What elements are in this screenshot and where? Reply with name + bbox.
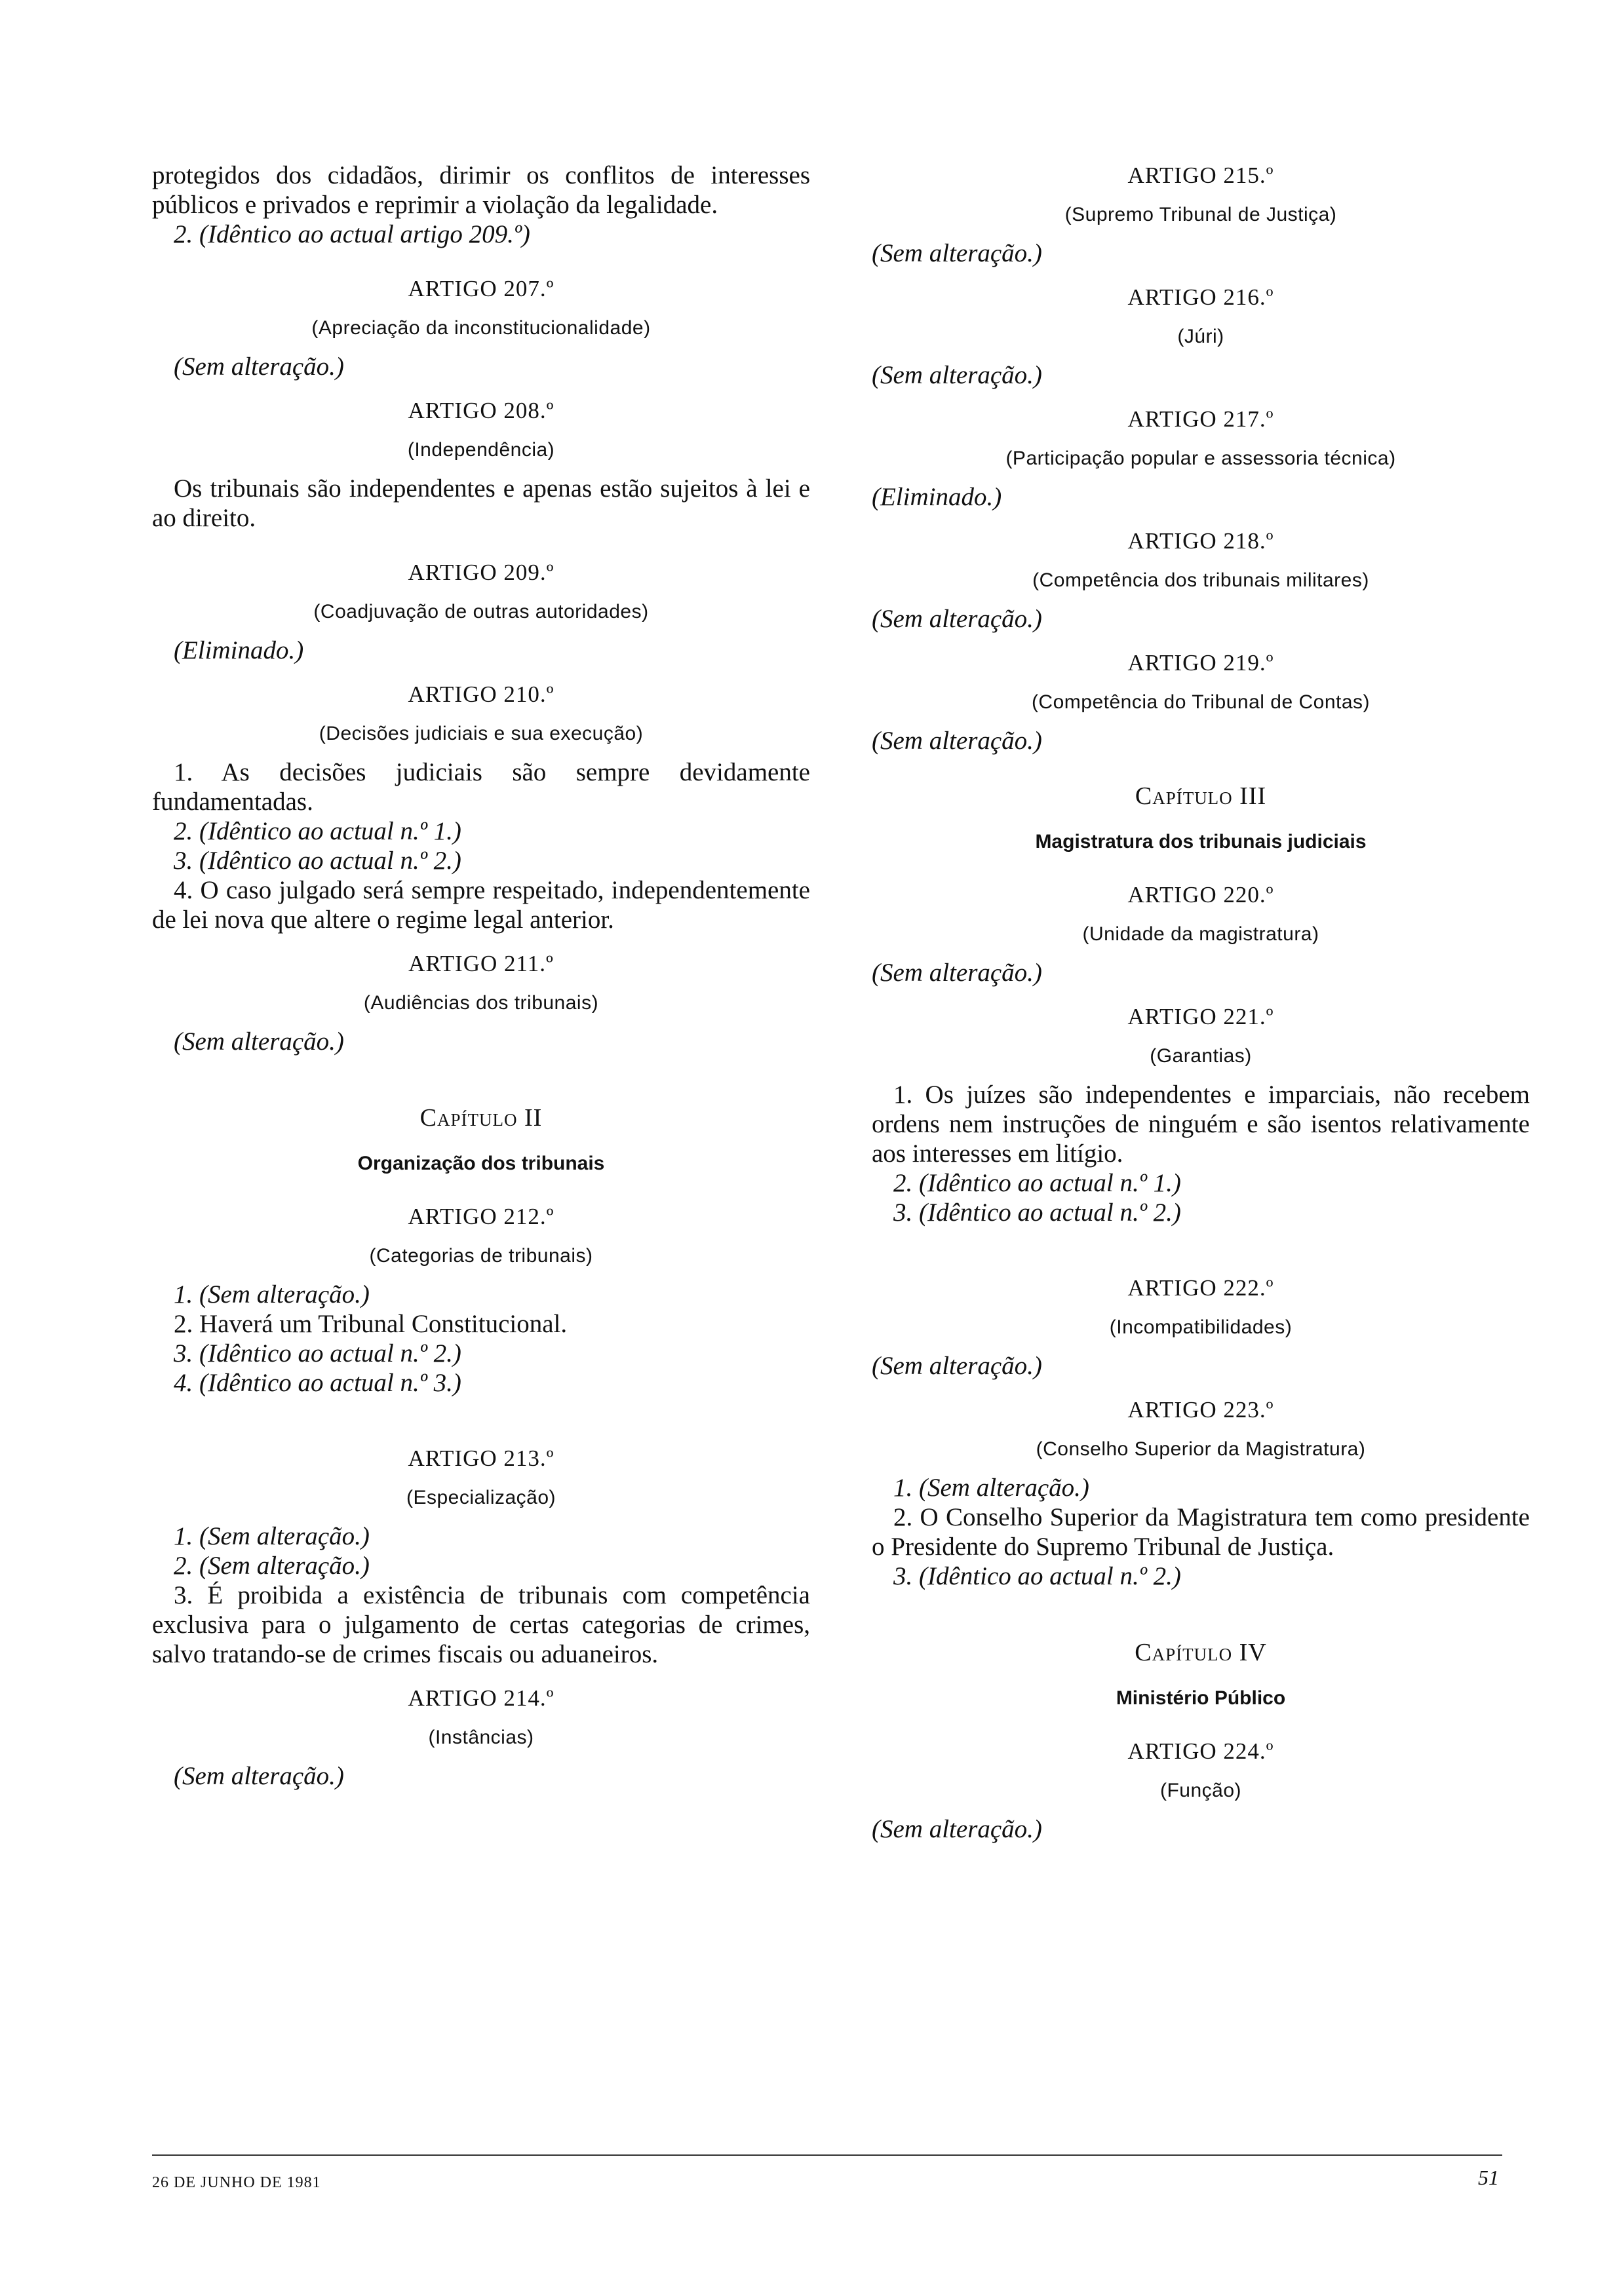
article-title: ARTIGO 213.º (408, 1445, 555, 1471)
chapter-2 (152, 1102, 810, 1177)
article-title: ARTIGO 218.º (1127, 528, 1274, 554)
article-211 (152, 949, 810, 1056)
article-item-2: 2. (Idêntico ao actual n.º 1.) (174, 817, 461, 845)
chapter-title-text: Capítulo IV (1135, 1639, 1267, 1666)
article-title: ARTIGO 216.º (1127, 284, 1274, 310)
intro-item-2: 2. (Idêntico ao actual artigo 209.º) (174, 220, 530, 248)
article-body: (Eliminado.) (872, 483, 1002, 511)
article-218 (872, 526, 1530, 634)
article-body: (Sem alteração.) (174, 1762, 344, 1790)
article-217 (872, 404, 1530, 512)
article-subtitle: (Categorias de tribunais) (369, 1245, 593, 1267)
article-subtitle: (Audiências dos tribunais) (363, 992, 599, 1014)
chapter-title (152, 1102, 810, 1134)
article-subtitle: (Incompatibilidades) (1109, 1316, 1293, 1338)
article-body: (Sem alteração.) (872, 239, 1042, 267)
article-body: (Sem alteração.) (174, 1027, 344, 1056)
article-title: ARTIGO 219.º (1127, 650, 1274, 676)
article-222 (872, 1273, 1530, 1381)
article-item-4: 4. O caso julgado será sempre respeitado, independentemente de lei nova que altere o regime legal anterior. (152, 876, 810, 934)
chapter-subtitle: Ministério Público (1116, 1687, 1286, 1709)
article-body: Os tribunais são independentes e apenas estão sujeitos à lei e ao direito. (152, 474, 810, 532)
article-221 (872, 1002, 1530, 1227)
article-subtitle: (Conselho Superior da Magistratura) (1036, 1438, 1366, 1460)
article-item-3: 3. (Idêntico ao actual n.º 2.) (893, 1562, 1181, 1590)
article-216 (872, 282, 1530, 390)
footer-date: 26 DE JUNHO DE 1981 (152, 2174, 321, 2191)
article-subtitle: (Competência do Tribunal de Contas) (1031, 691, 1371, 713)
article-title: ARTIGO 221.º (1127, 1004, 1274, 1029)
article-body: (Eliminado.) (174, 636, 304, 664)
article-item-2: 2. (Idêntico ao actual n.º 1.) (893, 1169, 1181, 1197)
footer-rule (152, 2154, 1502, 2156)
article-title: ARTIGO 207.º (408, 276, 555, 301)
article-subtitle: (Apreciação da inconstitucionalidade) (311, 317, 651, 339)
article-215 (872, 161, 1530, 268)
article-subtitle: (Júri) (1177, 326, 1224, 347)
right-column (872, 161, 1530, 1844)
article-item-2: 2. (Sem alteração.) (174, 1552, 370, 1580)
article-220 (872, 880, 1530, 987)
article-title: ARTIGO 224.º (1127, 1738, 1274, 1764)
article-224 (872, 1736, 1530, 1844)
article-209 (152, 558, 810, 665)
article-subtitle: (Participação popular e assessoria técnica) (1005, 448, 1396, 469)
article-item-1: 1. (Sem alteração.) (174, 1522, 370, 1550)
chapter-subtitle: Organização dos tribunais (357, 1153, 605, 1174)
article-item-3: 3. (Idêntico ao actual n.º 2.) (893, 1198, 1181, 1227)
article-subtitle: (Supremo Tribunal de Justiça) (1064, 204, 1337, 225)
article-subtitle: (Decisões judiciais e sua execução) (319, 723, 644, 744)
article-subtitle: (Unidade da magistratura) (1082, 923, 1319, 945)
article-219 (872, 648, 1530, 756)
article-title: ARTIGO 209.º (408, 560, 555, 585)
chapter-title (872, 780, 1530, 812)
article-item-3: 3. (Idêntico ao actual n.º 2.) (174, 1339, 461, 1368)
article-214 (152, 1683, 810, 1791)
article-208 (152, 396, 810, 533)
article-item-1: 1. Os juízes são independentes e imparciais, não recebem ordens nem instruções de ninguém e são isentos relativamente aos interesses em litígio. (872, 1081, 1530, 1168)
article-207 (152, 274, 810, 381)
article-title: ARTIGO 210.º (408, 681, 555, 707)
article-subtitle: (Instâncias) (428, 1727, 534, 1748)
article-title: ARTIGO 211.º (408, 951, 554, 976)
article-item-1: 1. As decisões judiciais são sempre devidamente fundamentadas. (152, 758, 810, 816)
article-item-4: 4. (Idêntico ao actual n.º 3.) (174, 1369, 461, 1397)
chapter-subtitle: Magistratura dos tribunais judiciais (1035, 831, 1367, 852)
article-223 (872, 1395, 1530, 1591)
article-title: ARTIGO 223.º (1127, 1397, 1274, 1423)
chapter-title-text: Capítulo III (1135, 782, 1267, 810)
article-body: (Sem alteração.) (872, 1815, 1042, 1843)
left-column (152, 161, 810, 1791)
article-212 (152, 1202, 810, 1398)
article-item-2: 2. O Conselho Superior da Magistratura tem como presidente o Presidente do Supremo Tribunal de Justiça. (872, 1503, 1530, 1561)
chapter-4 (872, 1637, 1530, 1712)
article-body: (Sem alteração.) (872, 361, 1042, 389)
article-title: ARTIGO 214.º (408, 1685, 555, 1711)
article-subtitle: (Coadjuvação de outras autoridades) (313, 601, 649, 622)
article-210 (152, 679, 810, 934)
article-item-1: 1. (Sem alteração.) (893, 1474, 1089, 1502)
article-title: ARTIGO 212.º (408, 1204, 555, 1229)
article-body: (Sem alteração.) (872, 1352, 1042, 1380)
article-body: (Sem alteração.) (872, 959, 1042, 987)
article-body: (Sem alteração.) (174, 353, 344, 381)
article-item-3: 3. É proibida a existência de tribunais com competência exclusiva para o julgamento de certas categorias de crimes, salvo tratando-se de crimes fiscais ou aduaneiros. (152, 1581, 810, 1668)
article-subtitle: (Garantias) (1150, 1045, 1252, 1067)
article-subtitle: (Competência dos tribunais militares) (1032, 569, 1369, 591)
article-title: ARTIGO 217.º (1127, 406, 1274, 432)
article-item-3: 3. (Idêntico ao actual n.º 2.) (174, 847, 461, 875)
article-subtitle: (Função) (1159, 1780, 1242, 1801)
intro-continuation: protegidos dos cidadãos, dirimir os conflitos de interesses públicos e privados e reprimir a violação da legalidade. (152, 161, 810, 219)
article-title: ARTIGO 220.º (1127, 882, 1274, 908)
article-title: ARTIGO 208.º (408, 398, 555, 423)
article-title: ARTIGO 222.º (1127, 1275, 1274, 1301)
article-213 (152, 1444, 810, 1669)
article-item-1: 1. (Sem alteração.) (174, 1280, 370, 1309)
chapter-3 (872, 780, 1530, 855)
article-subtitle: (Independência) (407, 439, 555, 461)
chapter-title (872, 1637, 1530, 1668)
article-body: (Sem alteração.) (872, 727, 1042, 755)
article-title: ARTIGO 215.º (1127, 163, 1274, 188)
chapter-title-text: Capítulo II (419, 1104, 543, 1132)
article-subtitle: (Especialização) (406, 1487, 556, 1508)
article-body: (Sem alteração.) (872, 605, 1042, 633)
article-item-2: 2. Haverá um Tribunal Constitucional. (174, 1310, 568, 1338)
page-number: 51 (1478, 2166, 1499, 2189)
